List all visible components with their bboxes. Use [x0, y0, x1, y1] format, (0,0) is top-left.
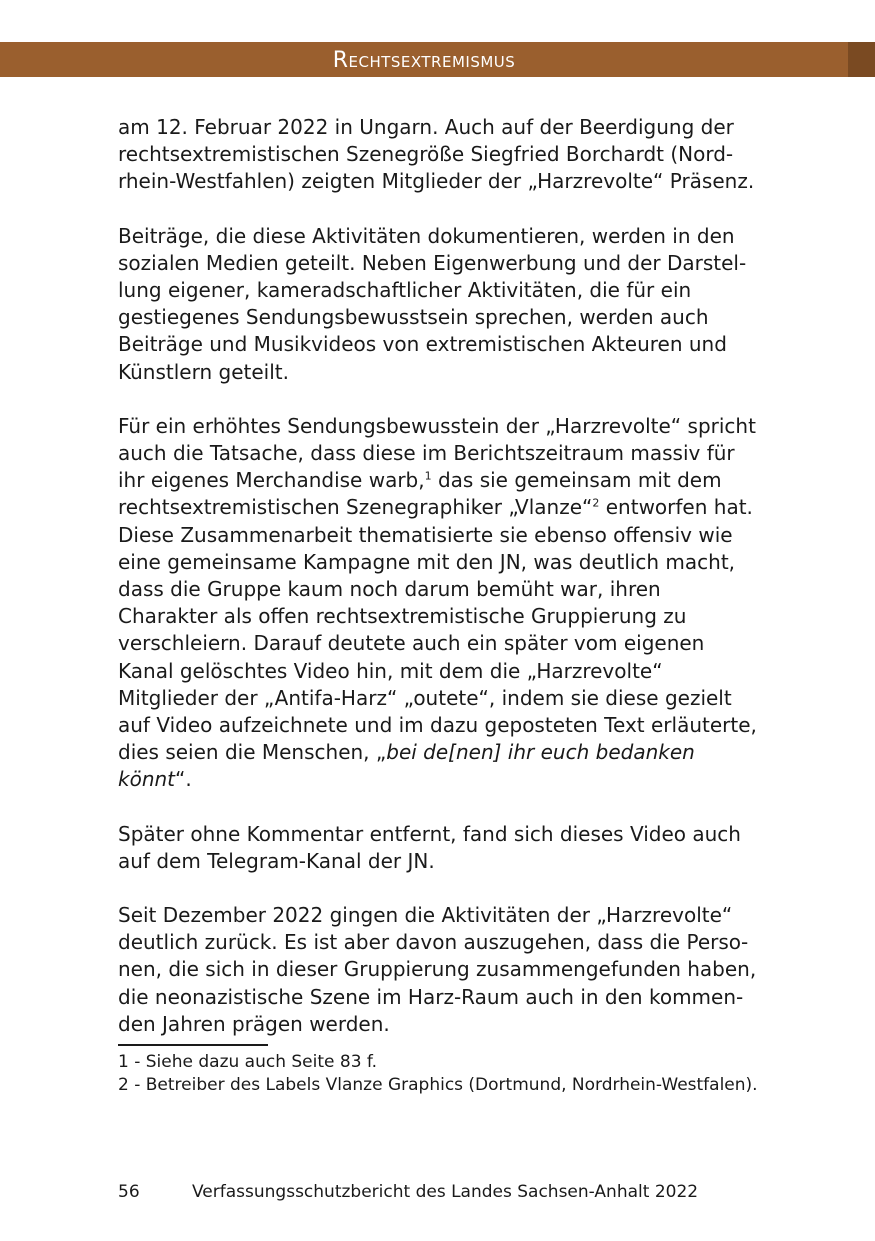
paragraph-3-part-c: entworfen hat. Diese Zusammenarbeit thematisierte sie ebenso offensiv wie eine gemeinsame Kampagne mit den JN, was deutlich macht, dass die Gruppe kaum noch darum bemüht war, ihren Charakter als offen rechtsextremistische Gruppierung zu verschleiern. Darauf deutete auch ein später vom eigenen Kanal gelöschtes Video hin, mit dem die „Harzrevolte“ Mitglieder der „Antifa-Harz“ „outete“, indem sie diese gezielt auf Video aufzeichnete und im dazu geposteten Text erläuterte, dies seien die Menschen, „ [118, 495, 757, 765]
paragraph-3-end: “. [175, 767, 192, 792]
paragraph-3-part-b: das sie gemeinsam mit dem rechtsextremistischen Szenegraphiker „Vlanze“ [118, 468, 722, 520]
footnote-ref-1: 1 [424, 469, 432, 483]
page-number: 56 [118, 1182, 140, 1202]
paragraph-1: am 12. Februar 2022 in Ungarn. Auch auf der Beerdigung der rechtsextremistischen Szenegröße Siegfried Borchardt (Nordrhein-Westfahlen) zeigten Mitglieder der „Harzrevolte“ Präsenz. [118, 115, 755, 194]
footnote-1: 1 - Siehe dazu auch Seite 83 f. [118, 1052, 378, 1072]
footnote-2: 2 - Betreiber des Labels Vlanze Graphics (Dortmund, Nordrhein-Westfalen). [118, 1075, 758, 1095]
header-banner-tab [848, 42, 875, 77]
footnotes [118, 1051, 758, 1097]
paragraph-3 [118, 413, 758, 794]
paragraph-4: Später ohne Kommentar entfernt, fand sich dieses Video auch auf dem Telegram-Kanal der JN. [118, 821, 741, 873]
footnote-ref-2: 2 [592, 496, 600, 510]
paragraph-3-part-a: Für ein erhöhtes Sendungsbewusstein der „Harzrevolte“ spricht auch die Tatsache, dass diese im Berichtszeitraum massiv für ihr eigenes Merchandise warb, [118, 413, 756, 493]
paragraph-2: Beiträge, die diese Aktivitäten dokumentieren, werden in den sozialen Medien geteilt. Neben Eigenwerbung und der Darstellung eigener, kameradschaftlicher Aktivitäten, die für ein gestiegenes Sendungsbewusstsein sprechen, werden auch Beiträge und Musikvideos von extremistischen Akteuren und Künstlern geteilt. [118, 223, 747, 384]
section-title: Rechtsextremismus [332, 48, 516, 73]
publication-title: Verfassungsschutzbericht des Landes Sachsen-Anhalt 2022 [192, 1182, 699, 1202]
paragraph-3-quote: bei de[nen] ihr euch bedanken könnt [118, 740, 695, 792]
body-text [118, 114, 758, 1065]
paragraph-5: Seit Dezember 2022 gingen die Aktivitäten der „Harzrevolte“ deutlich zurück. Es ist aber davon auszugehen, dass die Personen, die sich in dieser Gruppierung zusammengefunden haben, die neonazistische Szene im Harz-Raum auch in den kommenden Jahren prägen werden. [118, 903, 757, 1036]
footnote-divider [118, 1044, 268, 1046]
